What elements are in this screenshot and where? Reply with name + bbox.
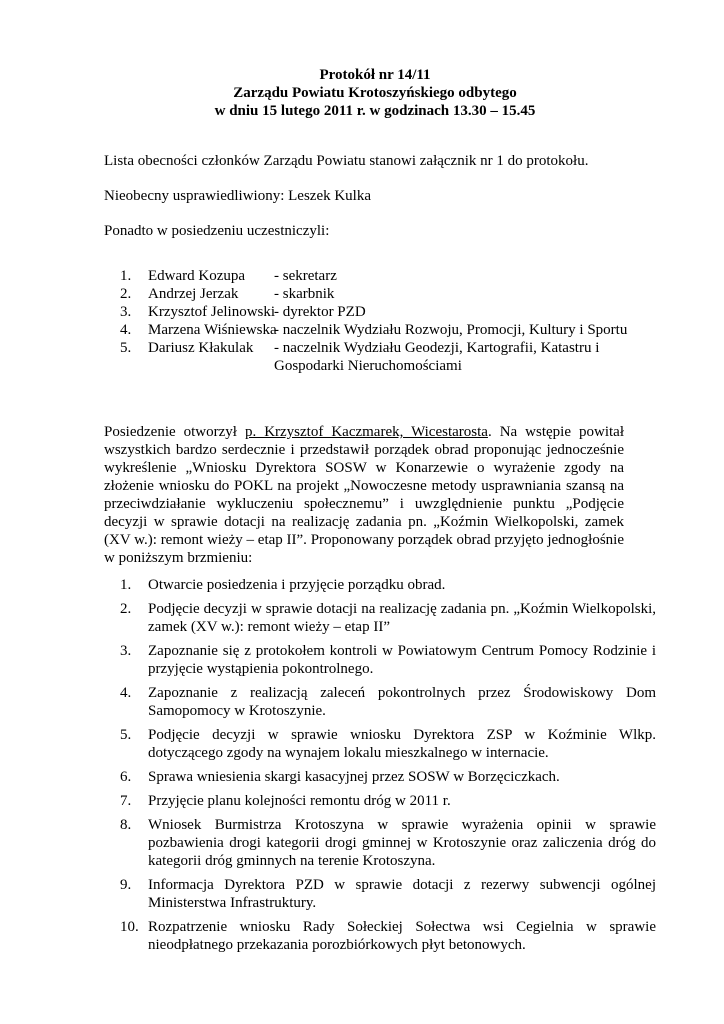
attendee-role: - naczelnik Wydziału Rozwoju, Promocji, Kultury i Sportu (274, 322, 628, 338)
attendee-number: 1. (120, 268, 132, 284)
agenda-text: Otwarcie posiedzenia i przyjęcie porządku obrad. (148, 577, 446, 593)
agenda-text: Podjęcie decyzji w sprawie wniosku Dyrektora ZSP w Koźminie Wlkp. dotyczącego zgody na wynajem lokalu mieszkalnego w internacie. (148, 727, 656, 761)
attendee-role: - sekretarz (274, 268, 337, 284)
agenda-item (120, 792, 656, 810)
agenda-number: 2. (120, 601, 132, 617)
agenda-item (120, 816, 656, 870)
agenda-item (120, 684, 656, 720)
agenda-list (120, 576, 656, 960)
agenda-text: Podjęcie decyzji w sprawie dotacji na realizację zadania pn. „Koźmin Wielkopolski, zamek (XV w.): remont wieży – etap II” (148, 601, 656, 635)
agenda-item (120, 576, 656, 594)
attendee-name: Marzena Wiśniewska (148, 322, 277, 338)
agenda-item (120, 600, 656, 636)
agenda-text: Informacja Dyrektora PZD w sprawie dotacji z rezerwy subwencji ogólnej Ministerstwa Infrastruktury. (148, 877, 656, 911)
agenda-item (120, 726, 656, 762)
agenda-text: Sprawa wniesienia skargi kasacyjnej przez SOSW w Borzęciczkach. (148, 769, 560, 785)
attendee-role: - dyrektor PZD (274, 304, 366, 320)
agenda-item (120, 642, 656, 678)
agenda-number: 6. (120, 769, 132, 785)
attendee-row (120, 285, 660, 303)
agenda-text: Zapoznanie z realizacją zaleceń pokontrolnych przez Środowiskowy Dom Samopomocy w Krotoszynie. (148, 685, 656, 719)
agenda-item (120, 768, 656, 786)
participants-intro: Ponadto w posiedzeniu uczestniczyli: (104, 223, 330, 239)
attendee-row (120, 321, 660, 339)
chairperson-name: p. Krzysztof Kaczmarek, Wicestarosta (244, 424, 488, 440)
protocol-date: w dniu 15 lutego 2011 r. w godzinach 13.30 – 15.45 (214, 103, 536, 119)
protocol-title: Protokół nr 14/11 (319, 67, 431, 83)
attendance-note: Lista obecności członków Zarządu Powiatu stanowi załącznik nr 1 do protokołu. (104, 153, 589, 169)
agenda-number: 1. (120, 577, 132, 593)
agenda-text: Przyjęcie planu kolejności remontu dróg w 2011 r. (148, 793, 451, 809)
attendee-list (120, 267, 660, 375)
opening-paragraph (104, 423, 624, 567)
agenda-number: 8. (120, 817, 132, 833)
protocol-header (0, 66, 724, 120)
agenda-item (120, 876, 656, 912)
attendee-name: Edward Kozupa (148, 268, 246, 284)
absent-note: Nieobecny usprawiedliwiony: Leszek Kulka (104, 188, 372, 204)
opening-body: . Na wstępie powitał wszystkich bardzo serdecznie i przedstawił porządek obrad proponując jednocześnie wykreślenie „Wniosku Dyrektora SOSW w Konarzewie o wyrażenie zgody na złożenie wniosku do POKL na projekt „Nowoczesne metody usprawniania szansą na przeciwdziałanie wykluczeniu społecznemu” i uwzględnienie punktu „Podjęcie decyzji w sprawie dotacji na realizację zadania pn. „Koźmin Wielkopolski, zamek (XV w.): remont wieży – etap II”. Proponowany porządek obrad przyjęto jednogłośnie w poniższym brzmieniu: (104, 424, 624, 566)
attendee-name: Krzysztof Jelinowski (148, 304, 276, 320)
attendee-number: 2. (120, 286, 132, 302)
agenda-number: 3. (120, 643, 132, 659)
attendee-number: 4. (120, 322, 132, 338)
agenda-item (120, 918, 656, 954)
opening-prefix: Posiedzenie otworzył (104, 424, 245, 440)
attendee-row (120, 339, 660, 357)
attendee-name: Dariusz Kłakulak (148, 340, 254, 356)
agenda-number: 10. (120, 919, 139, 935)
protocol-subtitle: Zarządu Powiatu Krotoszyńskiego odbytego (233, 85, 517, 101)
attendee-role: - skarbnik (274, 286, 335, 302)
attendee-row (120, 267, 660, 285)
agenda-number: 9. (120, 877, 132, 893)
agenda-number: 4. (120, 685, 132, 701)
agenda-text: Zapoznanie się z protokołem kontroli w Powiatowym Centrum Pomocy Rodzinie i przyjęcie wystąpienia pokontrolnego. (148, 643, 656, 677)
attendee-name: Andrzej Jerzak (148, 286, 239, 302)
attendee-number: 3. (120, 304, 132, 320)
agenda-number: 7. (120, 793, 132, 809)
agenda-text: Rozpatrzenie wniosku Rady Sołeckiej Sołectwa wsi Cegielnia w sprawie nieodpłatnego przekazania porozbiórkowych płyt betonowych. (148, 919, 656, 953)
attendee-number: 5. (120, 340, 132, 356)
attendee-role-continuation: Gospodarki Nieruchomościami (274, 358, 462, 374)
attendee-row (120, 303, 660, 321)
agenda-text: Wniosek Burmistrza Krotoszyna w sprawie wyrażenia opinii w sprawie pozbawienia drogi kategorii drogi gminnej w Krotoszynie oraz zaliczenia dróg do kategorii dróg gminnych na terenie Krotoszyna. (148, 817, 656, 869)
agenda-number: 5. (120, 727, 132, 743)
attendee-role: - naczelnik Wydziału Geodezji, Kartografii, Katastru i (274, 340, 600, 356)
